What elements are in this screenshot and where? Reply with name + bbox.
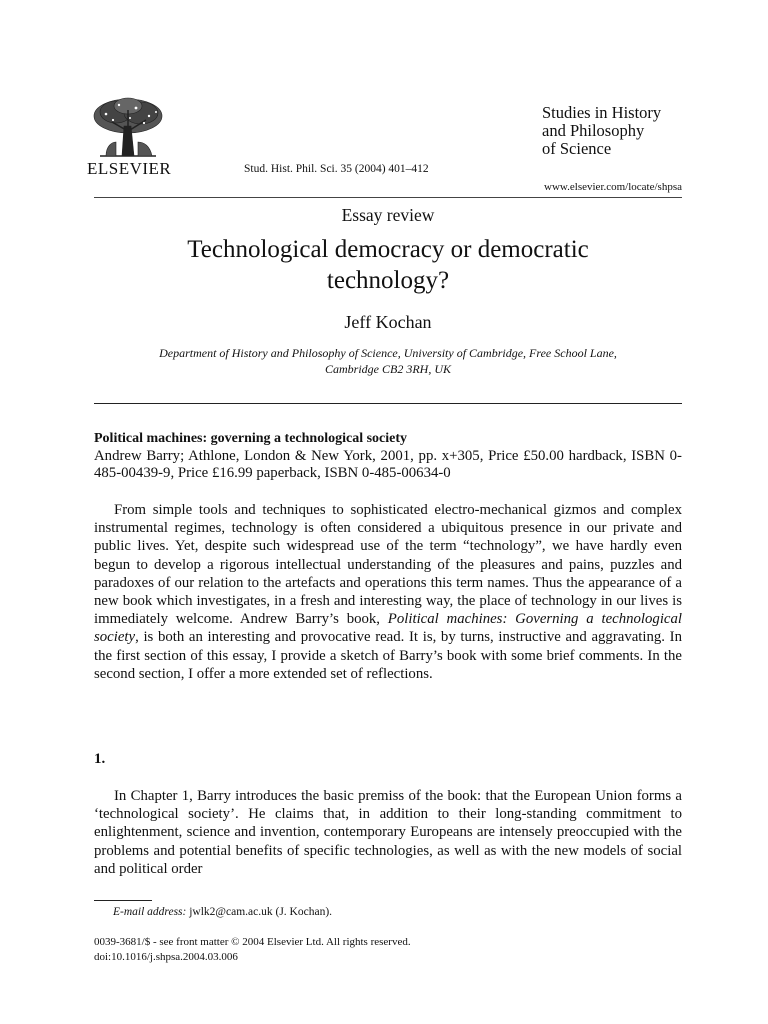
header-divider: [94, 197, 682, 198]
footnote-label: E-mail address:: [113, 906, 187, 918]
para1-text-b: , is both an interesting and provocative read. It is, by turns, instructive and aggravating. In the first section of this essay, I provide a sketch of Barry’s book with some brief comments. In the second section, I offer a more extended set of reflections.: [94, 629, 682, 682]
article-title: [94, 234, 682, 296]
para1-text-a: From simple tools and techniques to sophisticated electro-mechanical gizmos and complex instrumental regimes, technology is often considered a ubiquitous presence in our private and public lives. Yet, despite such widespread use of the term “technology”, we have hardly even begun to develop a rigorous intellectual understanding of the pleasures and pains, puzzles and paradoxes of our relation to the artefacts and operations this term names. Thus the appearance of a new book which investigates, in a fresh and interesting way, the place of technology in our lives is immediately welcome. Andrew Barry’s book,: [94, 502, 682, 628]
body-paragraph-1: [94, 501, 682, 683]
affiliation-line-1: Department of History and Philosophy of Science, University of Cambridge, Free School Lane,: [159, 346, 617, 360]
affiliation-line-2: Cambridge CB2 3RH, UK: [325, 362, 451, 376]
title-divider: [94, 403, 682, 404]
copyright-line: 0039-3681/$ - see front matter © 2004 Elsevier Ltd. All rights reserved.: [94, 936, 411, 948]
doi-line: doi:10.1016/j.shpsa.2004.03.006: [94, 951, 238, 963]
author-name: Jeff Kochan: [344, 312, 432, 332]
journal-reference: Stud. Hist. Phil. Sci. 35 (2004) 401–412: [244, 163, 429, 175]
article-title-line-2: technology?: [326, 267, 450, 294]
footnote-divider: [94, 900, 152, 901]
section-label: Essay review: [341, 205, 435, 225]
reviewed-book-reference: [94, 430, 682, 483]
elsevier-tree-logo-icon: [86, 96, 170, 162]
article-title-line-1: Technological democracy or democratic: [187, 236, 589, 263]
para1-book-title: Political machines: Governing a technological society: [94, 611, 683, 646]
body-paragraph-2: In Chapter 1, Barry introduces the basic premiss of the book: that the European Union forms a ‘technological society’. He claims that, in addition to their long-standing commitment to enlightenment, science and invention, contemporary Europeans are intensely preoccupied with the problems and potential benefits of specific technologies, as well as with the new models of social and political order: [94, 788, 682, 877]
author-affiliation: [94, 345, 682, 377]
copyright-notice: [94, 935, 411, 965]
footnote-email-value: jwlk2@cam.ac.uk (J. Kochan).: [186, 906, 333, 918]
footnote-email: [113, 906, 332, 918]
journal-url-link[interactable]: www.elsevier.com/locate/shpsa: [544, 181, 682, 193]
journal-name-line-3: of Science: [542, 139, 612, 158]
reviewed-book-title: Political machines: governing a technological society: [94, 431, 408, 446]
reviewed-book-details: Andrew Barry; Athlone, London & New York, 2001, pp. x+305, Price £50.00 hardback, ISBN 0-485-00439-9, Price £16.99 paperback, ISBN 0-485-00634-0: [94, 447, 682, 481]
journal-name: [542, 104, 661, 158]
publisher-logo-text: ELSEVIER: [87, 159, 172, 178]
section-heading: 1.: [94, 751, 106, 767]
journal-name-line-2: and Philosophy: [542, 121, 645, 140]
journal-name-line-1: Studies in History: [542, 103, 662, 122]
